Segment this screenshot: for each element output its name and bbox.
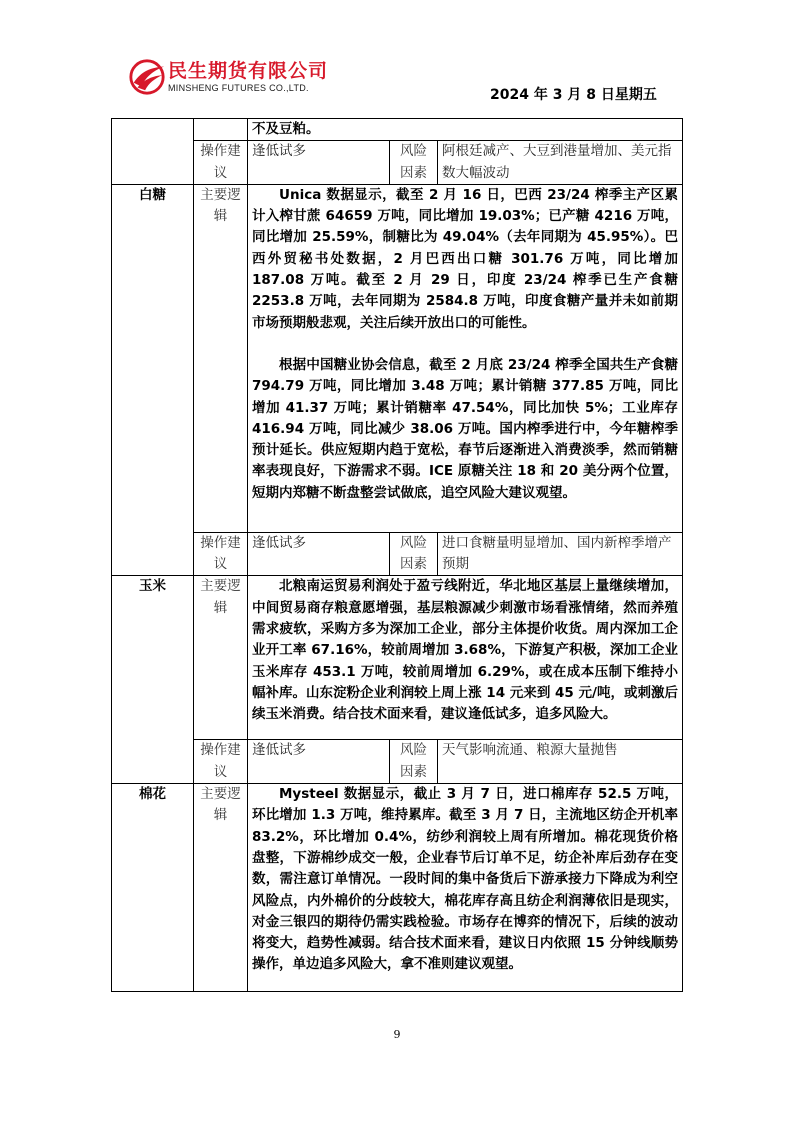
corn-operation-value: 逢低试多: [248, 740, 390, 784]
table-row: [112, 119, 683, 141]
operation-label: 操作建议: [194, 141, 248, 185]
logic-label: 主要逻辑: [194, 184, 248, 532]
category-sugar: 白糖: [112, 184, 194, 576]
table-row: [112, 141, 683, 185]
logic-label: 主要逻辑: [194, 784, 248, 992]
operation-label: 操作建议: [194, 740, 248, 784]
table-row: [112, 576, 683, 740]
table-row: [112, 740, 683, 784]
company-logo: [128, 56, 368, 100]
sugar-logic-paragraph-2: 根据中国糖业协会信息，截至 2 月底 23/24 榨季全国共生产食糖 794.79 万吨，同比增加 3.48 万吨；累计销糖 377.85 万吨，同比增加 41.37 万吨；累计销糖率 47.54%，同比加快 5%；工业库存 416.94 万吨，同比减少 38.06 万吨。国内榨季进行中，今年糖榨季预计延长。供应短期内趋于宽松，春节后逐渐进入消费淡季，然而销糖率表现良好，下游需求不弱。ICE 原糖关注 18 和 20 美分两个位置，短期内郑糖不断盘整尝试做底，追空风险大建议观望。: [252, 356, 678, 501]
report-date: 2024 年 3 月 8 日星期五: [490, 87, 657, 103]
operation-value: 逢低试多: [248, 141, 390, 185]
operation-label: 操作建议: [194, 532, 248, 576]
sugar-risk-value: 进口食糖量明显增加、国内新榨季增产预期: [438, 532, 683, 576]
corn-logic: [248, 576, 683, 740]
risk-label: 风险因素: [390, 532, 438, 576]
sugar-logic-paragraph-1: Unica 数据显示，截至 2 月 16 日，巴西 23/24 榨季主产区累计入榨甘蔗 64659 万吨，同比增加 19.03%；已产糖 4216 万吨，同比增加 25.59%，制糖比为 49.04%（去年同期为 45.95%）。巴西外贸秘书处数据，2 月巴西出口糖 301.76 万吨，同比增加 187.08 万吨。截至 2 月 29 日，印度 23/24 榨季已生产食糖 2253.8 万吨，去年同期为 2584.8 万吨，印度食糖产量并未如前期市场预期般悲观，关注后续开放出口的可能性。: [252, 186, 678, 331]
corn-risk-value: 天气影响流通、粮源大量抛售: [438, 740, 683, 784]
cotton-logic-paragraph: Mysteel 数据显示，截止 3 月 7 日，进口棉库存 52.5 万吨，环比增加 1.3 万吨，维持累库。截至 3 月 7 日，主流地区纺企开机率 83.2%，环比增加 0.4%，纺纱利润较上周有所增加。棉花现货价格盘整，下游棉纱成交一般，企业春节后订单不足，纺企补库后劲存在变数，需注意订单情况。一段时间的集中备货后下游承接力下降成为利空风险点，内外棉价的分歧较大，棉花库存高且纺企利润薄依旧是现实，对金三银四的期待仍需实践检验。市场存在博弈的情况下，后续的波动将变大，趋势性减弱。结合技术面来看，建议日内依照 15 分钟线顺势操作，单边追多风险大，拿不准则建议观望。: [252, 786, 678, 973]
table-row: [112, 184, 683, 532]
minsheng-logo-icon: [128, 58, 166, 96]
company-name-cn: 民生期货有限公司: [168, 60, 329, 82]
category-cell-previous: [112, 119, 194, 185]
category-corn: 玉米: [112, 576, 194, 784]
page-number: 9: [393, 1028, 401, 1041]
risk-label: 风险因素: [390, 141, 438, 185]
table-row: [112, 532, 683, 576]
commodity-table: [111, 118, 683, 992]
category-cotton: 棉花: [112, 784, 194, 992]
table-row: [112, 784, 683, 992]
sugar-operation-value: 逢低试多: [248, 532, 390, 576]
cotton-logic: [248, 784, 683, 992]
risk-value: 阿根廷减产、大豆到港量增加、美元指数大幅波动: [438, 141, 683, 185]
sugar-logic: [248, 184, 683, 532]
company-name-en: MINSHENG FUTURES CO.,LTD.: [168, 83, 309, 93]
corn-logic-paragraph: 北粮南运贸易利润处于盈亏线附近，华北地区基层上量继续增加，中间贸易商存粮意愿增强，基层粮源减少刺激市场看涨情绪，然而养殖需求疲软，采购方多为深加工企业，部分主体提价收货。周内深加工企业开工率 67.16%，较前周增加 3.68%，下游复产积极，深加工企业玉米库存 453.1 万吨，较前周增加 6.29%，或在成本压制下维持小幅补库。山东淀粉企业利润较上周上涨 14 元来到 45 元/吨，或刺激后续玉米消费。结合技术面来看，建议逢低试多，追多风险大。: [252, 578, 678, 723]
logic-label: 主要逻辑: [194, 576, 248, 740]
blank-label-cell: [194, 119, 248, 141]
risk-label: 风险因素: [390, 740, 438, 784]
logic-continuation: 不及豆粕。: [248, 119, 683, 141]
